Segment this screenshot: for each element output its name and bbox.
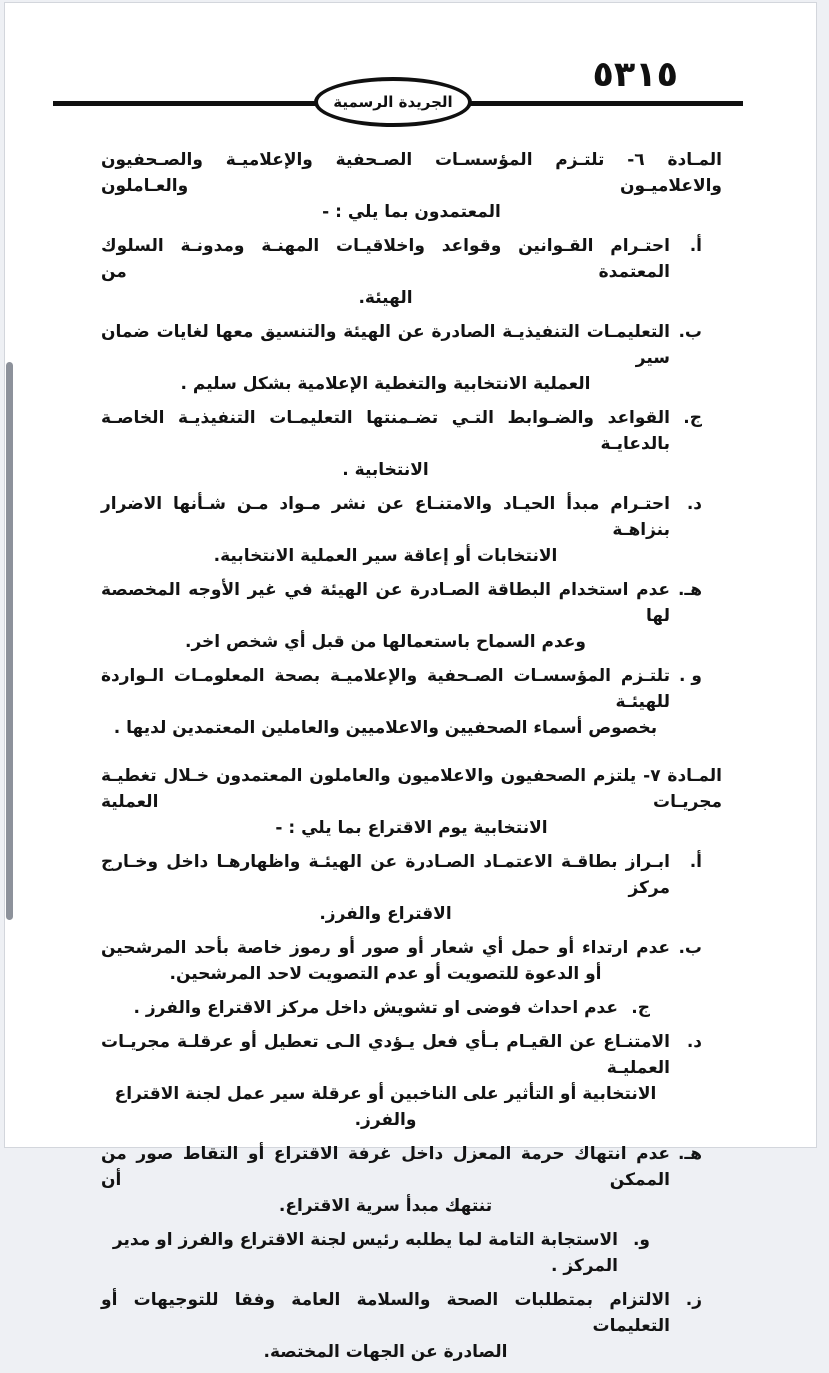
article-7-item-d [101, 1029, 702, 1133]
item-line: الامتنـاع عن القيـام بـأي فعل يـؤدي الـى تعطيل أو عرقلـة مجريـات العمليـة [101, 1032, 670, 1078]
item-marker: د. [686, 494, 702, 514]
item-line: الالتزام بمتطلبات الصحة والسلامة العامة وفقا للتوجيهات أو التعليمات [101, 1290, 670, 1336]
item-line: الاستجابة التامة لما يطلبه رئيس لجنة الاقتراع والفرز او مدير المركز . [112, 1230, 618, 1276]
item-marker: ب. [678, 938, 702, 958]
item-line: الانتخابات أو إعاقة سير العملية الانتخابية. [213, 546, 558, 566]
article-6-title [101, 147, 722, 225]
scrollbar-thumb[interactable] [6, 362, 13, 920]
item-line: عدم استخدام البطاقة الصـادرة عن الهيئة في غير الأوجه المخصصة لها [101, 580, 670, 626]
item-line: الهيئة. [358, 288, 413, 308]
article-6-title-line-1: المـادة ٦- تلتـزم المؤسسـات الصـحفية والإعلاميـة والصـحفيون والاعلاميـون والعـاملون [101, 150, 723, 196]
article-6-title-line-2: المعتمدون بما يلي : - [322, 202, 501, 222]
item-marker: د. [686, 1032, 702, 1052]
item-marker: ج. [683, 408, 702, 428]
article-7-item-a [101, 849, 702, 927]
article-7-item-w [101, 1227, 650, 1279]
article-7-item-b [101, 935, 702, 987]
article-6-item-b [101, 319, 702, 397]
item-line: الانتخابية . [342, 460, 429, 480]
article-7-item-z [101, 1287, 702, 1365]
item-line: الانتخابية أو التأثير على الناخبين أو عرقلة سير عمل لجنة الاقتراع والفرز. [114, 1084, 657, 1130]
article-6-item-d [101, 491, 702, 569]
item-line: التعليمـات التنفيذيـة الصادرة عن الهيئة والتنسيق معها لغايات ضمان سير [101, 322, 670, 368]
item-line: احتـرام القـوانين وقواعد واخلاقيـات المهنـة ومدونـة السلوك المعتمدة من [101, 236, 670, 282]
item-marker: و. [632, 1230, 650, 1250]
page-number: ٥٣١٥ [592, 55, 678, 95]
article-6-item-h [101, 577, 702, 655]
item-line: تنتهك مبدأ سرية الاقتراع. [278, 1196, 493, 1216]
item-marker: ز. [685, 1290, 702, 1310]
item-line: ابـراز بطاقـة الاعتمـاد الصـادرة عن الهيئـة واظهارهـا داخل وخـارج مركز [101, 852, 670, 898]
article-7-item-h [101, 1141, 702, 1219]
item-line: عدم ارتداء أو حمل أي شعار أو صور أو رموز خاصة بأحد المرشحين [101, 938, 670, 958]
article-7 [101, 763, 722, 1365]
item-marker: هـ. [677, 580, 702, 600]
item-line: القواعد والضـوابط التـي تضـمنتها التعليمـات التنفيذيـة الخاصـة بالدعايـة [101, 408, 670, 454]
article-6-item-j [101, 405, 702, 483]
item-marker: ب. [678, 322, 702, 342]
gazette-seal [314, 77, 472, 127]
item-line: عدم انتهاك حرمة المعزل داخل غرفة الاقتراع أو التقاط صور من الممكن أن [101, 1144, 670, 1190]
article-7-title-line-2: الانتخابية يوم الاقتراع بما يلي : - [275, 818, 548, 838]
item-line: وعدم السماح باستعمالها من قبل أي شخص اخر. [185, 632, 586, 652]
article-6-item-a [101, 233, 702, 311]
item-line: عدم احداث فوضى او تشويش داخل مركز الاقتراع والفرز . [133, 998, 618, 1018]
item-line: الاقتراع والفرز. [319, 904, 452, 924]
article-7-item-j [101, 995, 650, 1021]
item-marker: و . [679, 666, 702, 686]
item-line: بخصوص أسماء الصحفيين والاعلاميين والعاملين المعتمدين لديها . [113, 718, 658, 738]
gazette-page [4, 2, 817, 1362]
article-6-item-w [101, 663, 702, 741]
item-line: تلتـزم المؤسسـات الصـحفية والإعلاميـة بصحة المعلومـات الـواردة للهيئـة [101, 666, 670, 712]
item-marker: أ. [689, 852, 702, 872]
item-line: احتـرام مبدأ الحيـاد والامتنـاع عن نشر مـواد مـن شـأنها الاضرار بنزاهـة [101, 494, 670, 540]
gazette-seal-label: الجريدة الرسمية [333, 93, 453, 111]
item-line: العملية الانتخابية والتغطية الإعلامية بشكل سليم . [180, 374, 591, 394]
article-6 [101, 147, 722, 741]
document-body [101, 147, 722, 1373]
item-line: الصادرة عن الجهات المختصة. [263, 1342, 508, 1362]
item-line: أو الدعوة للتصويت أو عدم التصويت لاحد المرشحين. [169, 964, 602, 984]
article-7-title-line-1: المـادة ٧- يلتزم الصحفيون والاعلاميون والعاملون المعتمدون خـلال تغطيـة مجريـات العملية [101, 766, 722, 812]
article-7-title [101, 763, 722, 841]
item-marker: ج. [631, 998, 650, 1018]
item-marker: أ. [689, 236, 702, 256]
item-marker: هـ. [677, 1144, 702, 1164]
